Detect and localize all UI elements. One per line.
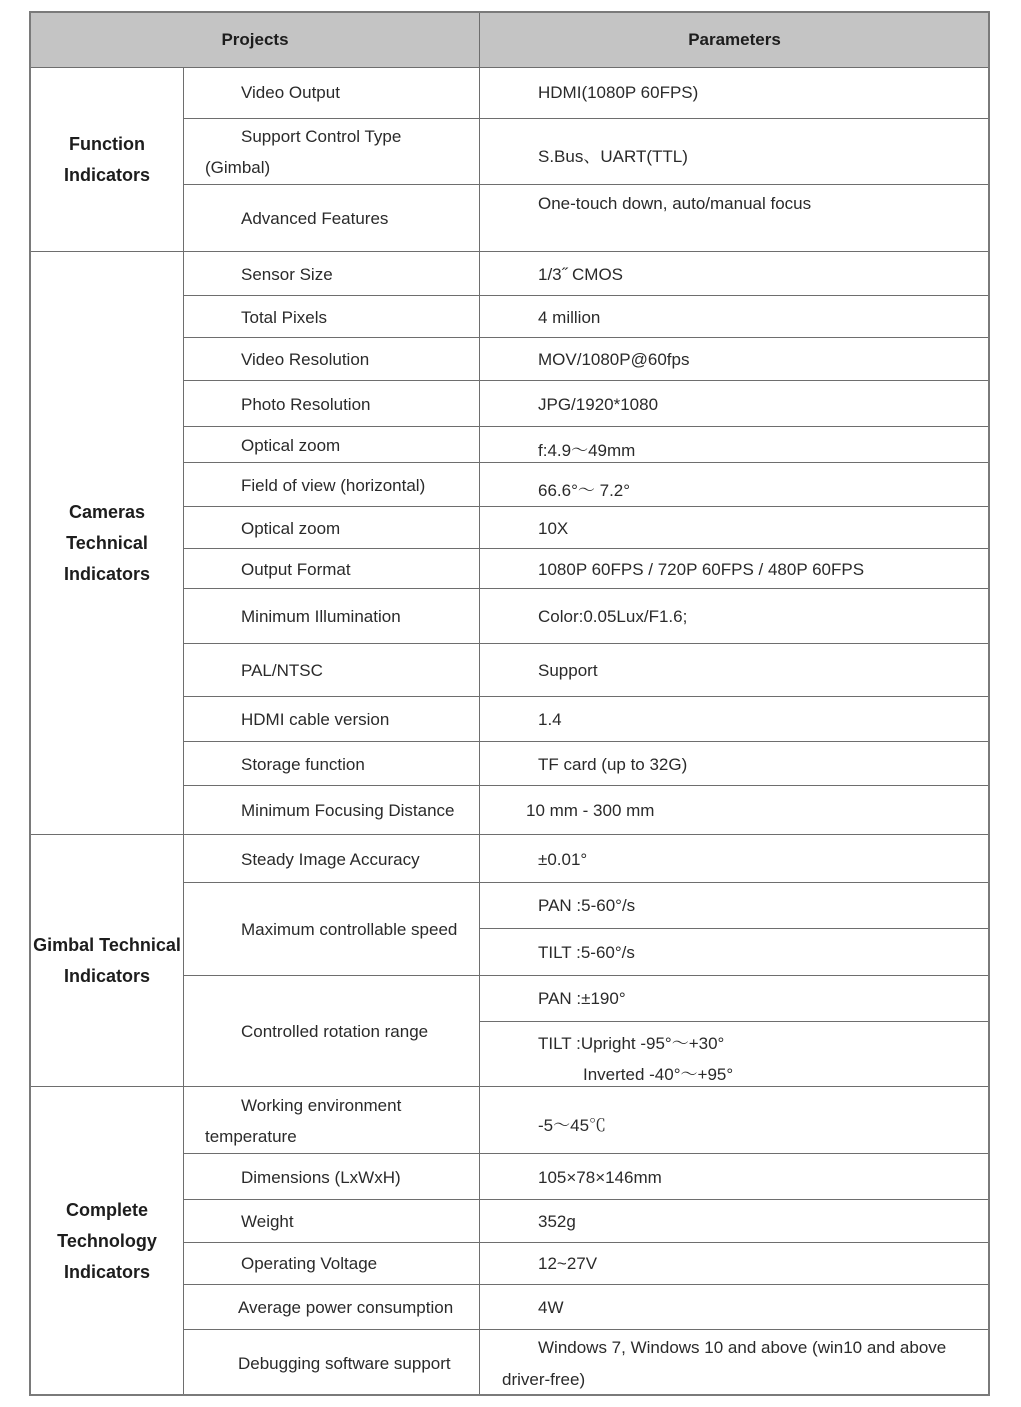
table-row-value <box>479 426 990 463</box>
row-item-label: Optical zoom <box>241 436 341 455</box>
table-row-item <box>183 295 480 338</box>
row-item-label: Video Resolution <box>241 350 370 369</box>
table-row-value <box>479 1329 990 1396</box>
group-function <box>30 67 184 252</box>
row-item-label-continued: temperature <box>205 1127 297 1146</box>
table-row-value <box>479 184 990 252</box>
table-row-item <box>183 975 480 1087</box>
group-gimbal-label: Gimbal Technical Indicators <box>33 934 181 986</box>
row-value: 4W <box>538 1298 564 1317</box>
table-row-item <box>183 785 480 835</box>
group-cameras <box>30 251 184 835</box>
header-parameters <box>479 12 990 68</box>
table-row-item <box>183 506 480 549</box>
table-row-value <box>479 1242 990 1285</box>
row-value: 12~27V <box>538 1254 598 1273</box>
table-row-item <box>183 1329 480 1396</box>
table-row-item <box>183 834 480 883</box>
row-value: 352g <box>538 1212 576 1231</box>
table-row-value <box>479 928 990 976</box>
row-item-label: Sensor Size <box>241 265 333 284</box>
row-value: JPG/1920*1080 <box>538 395 659 414</box>
table-row-item <box>183 67 480 119</box>
header-projects-label: Projects <box>221 30 289 49</box>
row-value: 105×78×146mm <box>538 1168 662 1187</box>
table-row-value <box>479 696 990 742</box>
table-row-item <box>183 184 480 252</box>
row-item-label: Video Output <box>241 83 340 102</box>
row-item-label: Total Pixels <box>241 308 327 327</box>
row-value: TF card (up to 32G) <box>538 755 688 774</box>
table-row-value <box>479 1284 990 1330</box>
table-row-item <box>183 118 480 185</box>
row-value: MOV/1080P@60fps <box>538 350 690 369</box>
row-value: 4 million <box>538 308 601 327</box>
row-item-label: Dimensions (LxWxH) <box>241 1168 401 1187</box>
table-row-value <box>479 588 990 644</box>
row-value: 1/3˝ CMOS <box>538 265 624 284</box>
header-parameters-label: Parameters <box>688 30 781 49</box>
table-row-value <box>479 975 990 1022</box>
row-value: ±0.01° <box>538 850 588 869</box>
table-row-value <box>479 882 990 929</box>
table-row-value <box>479 380 990 427</box>
table-row-item <box>183 380 480 427</box>
group-complete <box>30 1086 184 1396</box>
table-row-item <box>183 426 480 463</box>
row-value: 10 mm - 300 mm <box>526 801 655 820</box>
row-item-label: PAL/NTSC <box>241 661 323 680</box>
row-value: 66.6°～ 7.2° <box>538 481 631 500</box>
table-row-item <box>183 696 480 742</box>
table-row-value <box>479 1153 990 1200</box>
row-item-label: Maximum controllable speed <box>241 920 458 939</box>
row-value: 1080P 60FPS / 720P 60FPS / 480P 60FPS <box>538 560 865 579</box>
group-cameras-label: Cameras Technical Indicators <box>63 501 151 584</box>
table-row-value <box>479 118 990 185</box>
row-value: Support <box>538 661 598 680</box>
table-row-value <box>479 834 990 883</box>
row-item-label: Advanced Features <box>241 209 389 228</box>
table-row-value <box>479 67 990 119</box>
row-item-label: Support Control Type <box>241 127 402 146</box>
table-row-value <box>479 1086 990 1154</box>
group-complete-label: Complete Technology Indicators <box>57 1199 157 1282</box>
table-row-item <box>183 251 480 296</box>
row-value: One-touch down, auto/manual focus <box>538 194 812 213</box>
table-row-item <box>183 643 480 697</box>
table-row-value <box>479 548 990 589</box>
row-item-label: Average power consumption <box>238 1298 454 1317</box>
row-item-label: Optical zoom <box>241 519 341 538</box>
table-row-value <box>479 741 990 786</box>
row-value: S.Bus、UART(TTL) <box>538 147 688 166</box>
row-value-tilt-inverted: Inverted -40°～+95° <box>583 1065 734 1084</box>
row-item-label-continued: (Gimbal) <box>205 158 271 177</box>
row-value: Windows 7, Windows 10 and above (win10 and above <box>538 1338 947 1357</box>
table-row-item <box>183 548 480 589</box>
table-row-value <box>479 462 990 507</box>
table-row-value <box>479 506 990 549</box>
table-row-item <box>183 1086 480 1154</box>
table-row-value <box>479 251 990 296</box>
row-item-label: Minimum Focusing Distance <box>241 801 455 820</box>
row-item-label: Minimum Illumination <box>241 607 401 626</box>
header-projects <box>30 12 480 68</box>
row-value: 1.4 <box>538 710 562 729</box>
table-row-value <box>479 785 990 835</box>
table-row-item <box>183 1284 480 1330</box>
row-value-tilt: TILT :Upright -95°～+30° <box>538 1034 725 1053</box>
table-row-item <box>183 337 480 381</box>
row-value-pan: PAN :±190° <box>538 989 626 1008</box>
row-value: f:4.9～49mm <box>538 441 636 460</box>
row-item-label: Field of view (horizontal) <box>241 476 426 495</box>
table-row-value <box>479 643 990 697</box>
table-row-value <box>479 295 990 338</box>
row-value-pan: PAN :5-60°/s <box>538 896 636 915</box>
group-function-label: Function Indicators <box>63 133 151 185</box>
table-row-value <box>479 337 990 381</box>
row-value: Color:0.05Lux/F1.6; <box>538 607 688 626</box>
row-value-tilt: TILT :5-60°/s <box>538 943 635 962</box>
row-item-label: Controlled rotation range <box>241 1022 429 1041</box>
table-row-item <box>183 1199 480 1243</box>
group-gimbal <box>30 834 184 1087</box>
row-item-label: Output Format <box>241 560 351 579</box>
row-item-label: Debugging software support <box>238 1354 451 1373</box>
row-item-label: Weight <box>241 1212 294 1231</box>
table-row-item <box>183 741 480 786</box>
row-item-label: Storage function <box>241 755 365 774</box>
row-item-label: Photo Resolution <box>241 395 371 414</box>
row-value: HDMI(1080P 60FPS) <box>538 83 699 102</box>
table-row-item <box>183 1242 480 1285</box>
table-row-item <box>183 1153 480 1200</box>
row-item-label: Operating Voltage <box>241 1254 378 1273</box>
row-item-label: HDMI cable version <box>241 710 390 729</box>
row-item-label: Working environment <box>241 1096 402 1115</box>
row-value-continued: driver-free) <box>502 1370 586 1389</box>
row-item-label: Steady Image Accuracy <box>241 850 420 869</box>
row-value: -5～45℃ <box>538 1116 607 1135</box>
table-row-item <box>183 882 480 976</box>
table-row-value <box>479 1021 990 1087</box>
table-row-item <box>183 588 480 644</box>
table-row-value <box>479 1199 990 1243</box>
row-value: 10X <box>538 519 569 538</box>
table-row-item <box>183 462 480 507</box>
